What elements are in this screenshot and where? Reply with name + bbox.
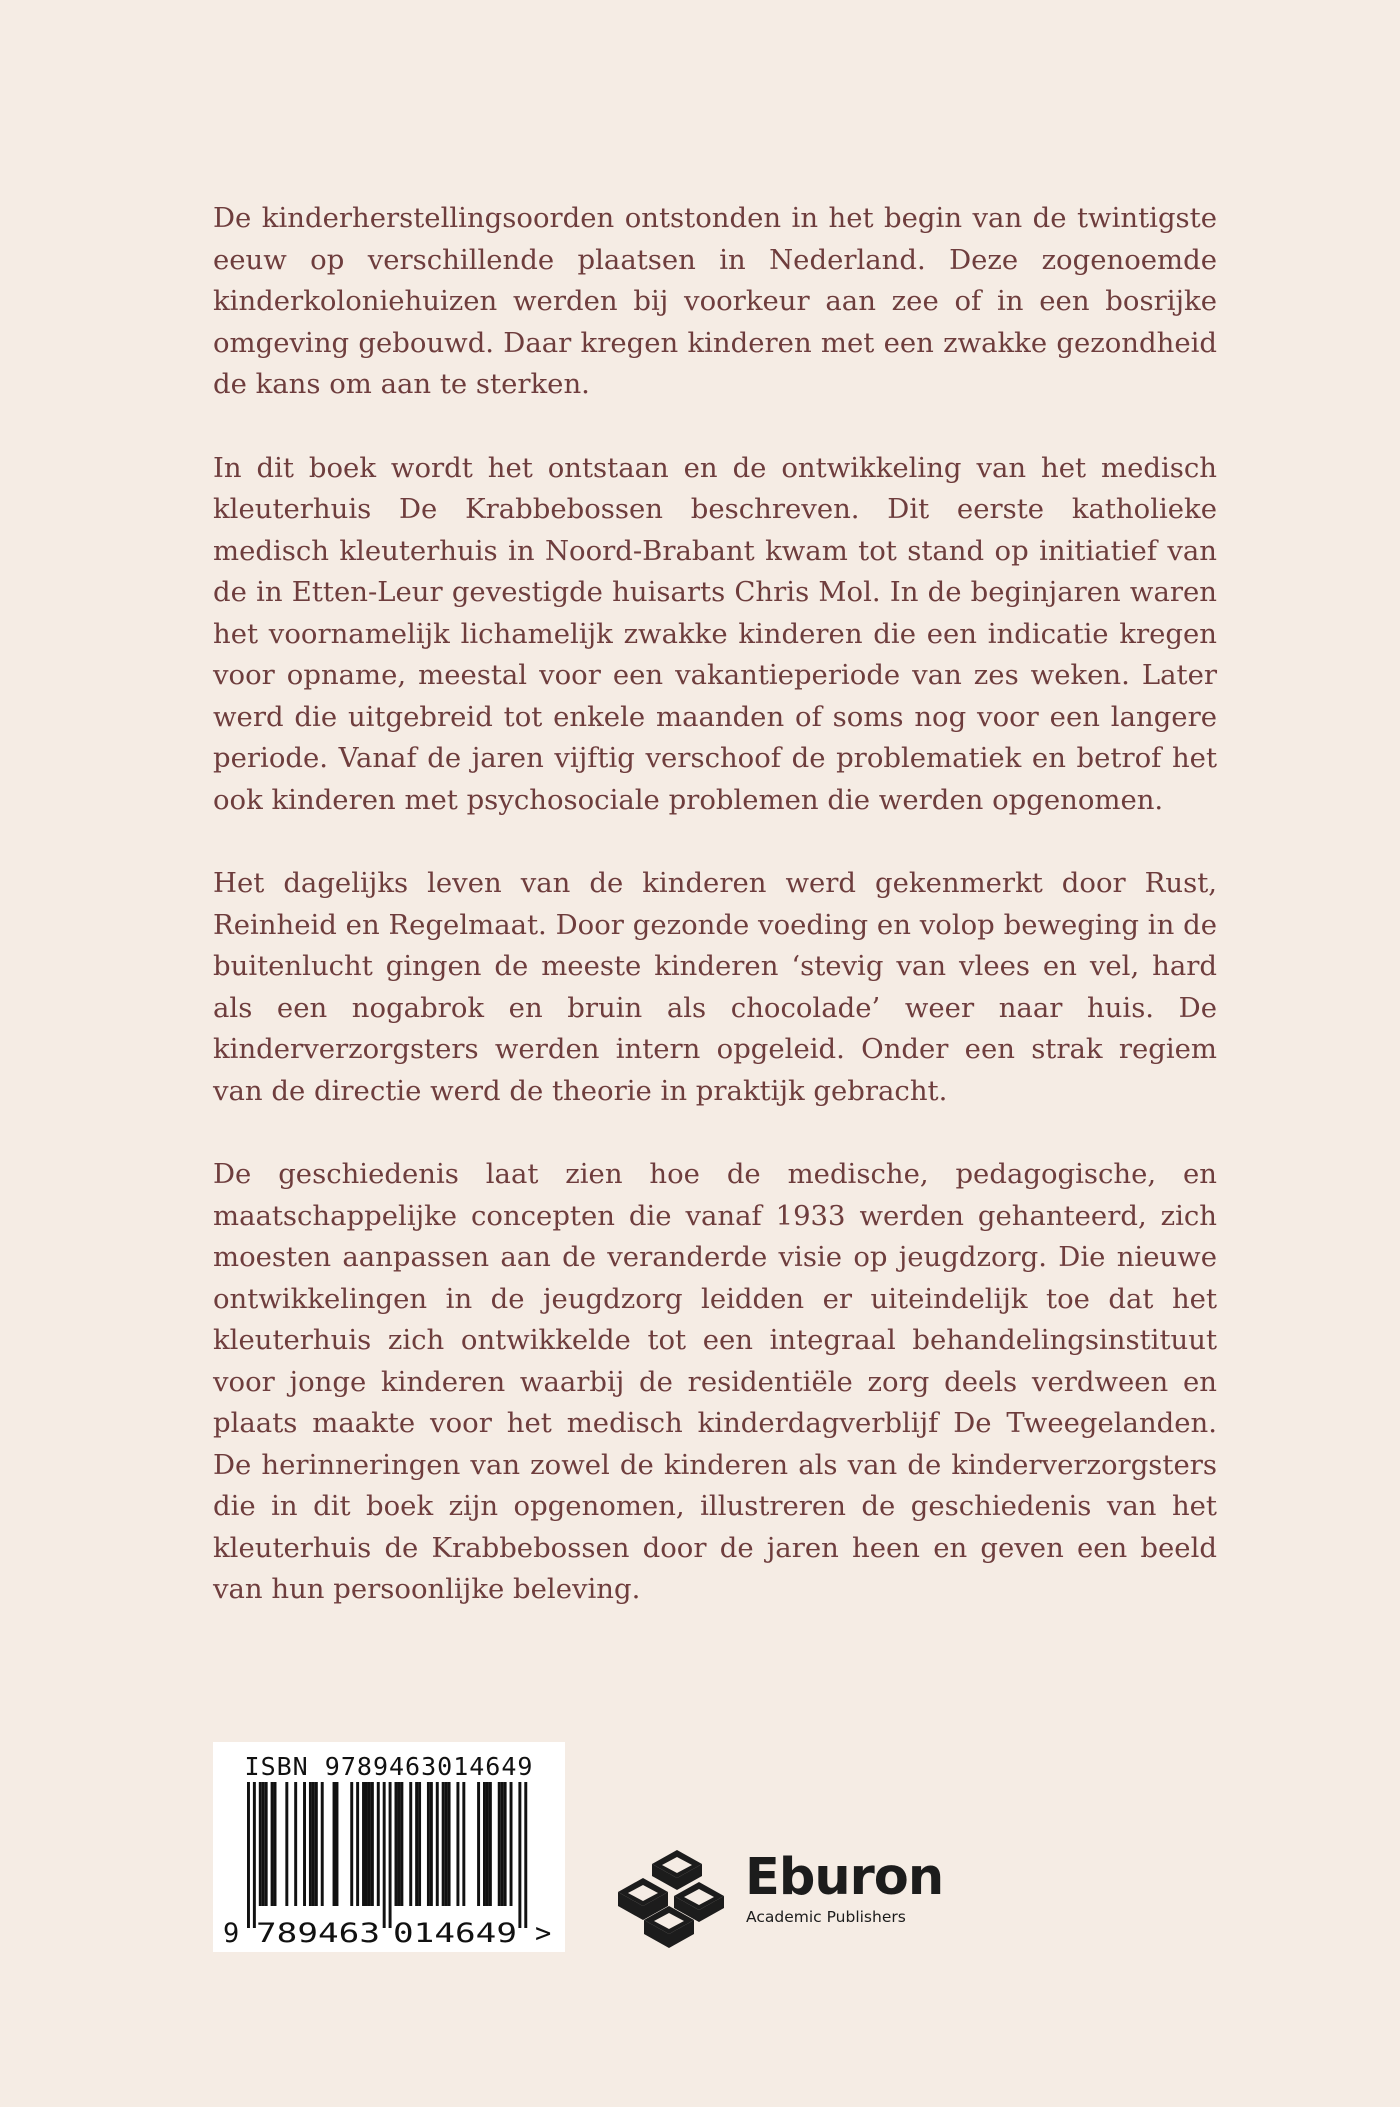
- barcode-bar: [336, 1782, 339, 1906]
- barcode-bar: [427, 1782, 430, 1906]
- blurb-paragraph-1: De kinderherstellingsoorden ontstonden in het begin van de twintigste eeuw op verschillende plaatsen in Nederland. Deze zogenoemde kinderkoloniehuizen werden bij voorkeur aan zee of in een bosrijke omgeving gebouwd. Daar kregen kinderen met een zwakke gezondheid de kans om aan te sterken.: [213, 202, 1217, 400]
- barcode-bar: [315, 1782, 318, 1906]
- book-stack-logo-icon: [606, 1840, 736, 1952]
- barcode-bar: [350, 1782, 353, 1906]
- barcode-bar: [430, 1782, 433, 1906]
- barcode-bar: [501, 1782, 504, 1906]
- barcode-bar: [247, 1782, 250, 1928]
- barcode-bar: [418, 1782, 421, 1906]
- barcode-bar: [483, 1782, 486, 1906]
- barcode-bar: [395, 1782, 398, 1906]
- barcode-bar: [524, 1782, 527, 1928]
- blurb-paragraph-4: De geschiedenis laat zien hoe de medische, pedagogische, en maatschappelijke concepten die vanaf 1933 werden gehanteerd, zich moesten aanpassen aan de veranderde visie op jeugdzorg. Die nieuwe ontwikkelingen in de jeugdzorg leidden er uiteindelijk toe dat het kleuterhuis zich ontwikkelde tot een integraal behandelingsinstituut voor jonge kinderen waarbij de residentiële zorg deels verdween en plaats maakte voor het medisch kinderdagverblijf De Tweegelanden. De herinneringen van zowel de kinderen als van de kinderverzorgsters die in dit boek zijn opgenomen, illustreren de geschiedenis van het kleuterhuis de Krabbebossen door de jaren heen en geven een beeld van hun persoonlijke beleving.: [213, 1158, 1217, 1605]
- barcode-bar: [442, 1782, 445, 1906]
- barcode-bar: [312, 1782, 315, 1906]
- blurb-paragraph-2: In dit boek wordt het ontstaan en de ontwikkeling van het medisch kleuterhuis De Krabbebossen beschreven. Dit eerste katholieke medisch kleuterhuis in Noord-Brabant kwam tot stand op initiatief van de in Etten-Leur gevestigde huisarts Chris Mol. In de beginjaren waren het voornamelijk lichamelijk zwakke kinderen die een indicatie kregen voor opname, meestal voor een vakantieperiode van zes weken. Later werd die uitgebreid tot enkele maanden of soms nog voor een langere periode. Vanaf de jaren vijftig verschoof de problematiek en betrof het ook kinderen met psychosociale problemen die werden opgenomen.: [213, 451, 1217, 816]
- barcode-bar: [436, 1782, 439, 1906]
- barcode-bar: [265, 1782, 268, 1906]
- barcode-bar: [489, 1782, 492, 1906]
- publisher-name: Eburon: [745, 1848, 944, 1907]
- barcode-bar: [377, 1782, 380, 1906]
- barcode-bar: [362, 1782, 365, 1906]
- barcode-bar: [303, 1782, 306, 1906]
- barcode-bar: [400, 1782, 403, 1906]
- blurb-paragraph-3: Het dagelijks leven van de kinderen werd gekenmerkt door Rust, Reinheid en Regelmaat. Door gezonde voeding en volop beweging in de buitenlucht gingen de meeste kinderen ‘stevig van vlees en vel, hard als een nogabrok en bruin als chocolade’ weer naar huis. De kinderverzorgsters werden intern opgeleid. Onder een strak regiem van de directie werd de theorie in praktijk gebracht.: [213, 867, 1217, 1107]
- barcode-bar: [356, 1782, 359, 1906]
- barcode-bar: [415, 1782, 418, 1906]
- barcode-bar: [253, 1782, 256, 1928]
- barcode-bar: [365, 1782, 368, 1906]
- barcode-bar: [285, 1782, 288, 1906]
- publisher-logo: [606, 1840, 946, 1952]
- barcode-bar: [321, 1782, 324, 1906]
- barcode-bar: [504, 1782, 507, 1906]
- barcode-bar: [294, 1782, 297, 1906]
- barcode-digits-left: 789463: [256, 1918, 380, 1949]
- back-cover-blurb: [213, 198, 1217, 1653]
- barcode-bar: [309, 1782, 312, 1906]
- barcode-bar: [486, 1782, 489, 1906]
- barcode-bar: [456, 1782, 459, 1906]
- barcode-digits-right: 014649: [393, 1918, 517, 1949]
- publisher-tagline: Academic Publishers: [746, 1908, 906, 1926]
- barcode-bar: [518, 1782, 521, 1928]
- barcode-bar: [409, 1782, 412, 1906]
- barcode-bar: [498, 1782, 501, 1906]
- barcode-bar: [448, 1782, 451, 1906]
- isbn-label: ISBN 9789463014649: [244, 1752, 534, 1781]
- isbn-barcode: [213, 1742, 565, 1952]
- barcode-bar: [271, 1782, 274, 1906]
- barcode-bar: [462, 1782, 465, 1906]
- barcode-bar: [368, 1782, 371, 1906]
- barcode-icon: [213, 1742, 565, 1952]
- barcode-bar: [397, 1782, 400, 1906]
- barcode-bar: [477, 1782, 480, 1906]
- barcode-bar: [371, 1782, 374, 1906]
- barcode-bar: [510, 1782, 513, 1906]
- barcode-bar: [389, 1782, 392, 1928]
- barcode-bar: [383, 1782, 386, 1928]
- barcode-bar: [333, 1782, 336, 1906]
- barcode-bar: [262, 1782, 265, 1906]
- barcode-bar: [445, 1782, 448, 1906]
- barcode-end-marker: >: [535, 1918, 552, 1949]
- barcode-bar: [274, 1782, 277, 1906]
- barcode-bar: [259, 1782, 262, 1906]
- barcode-digit-first: 9: [223, 1918, 240, 1949]
